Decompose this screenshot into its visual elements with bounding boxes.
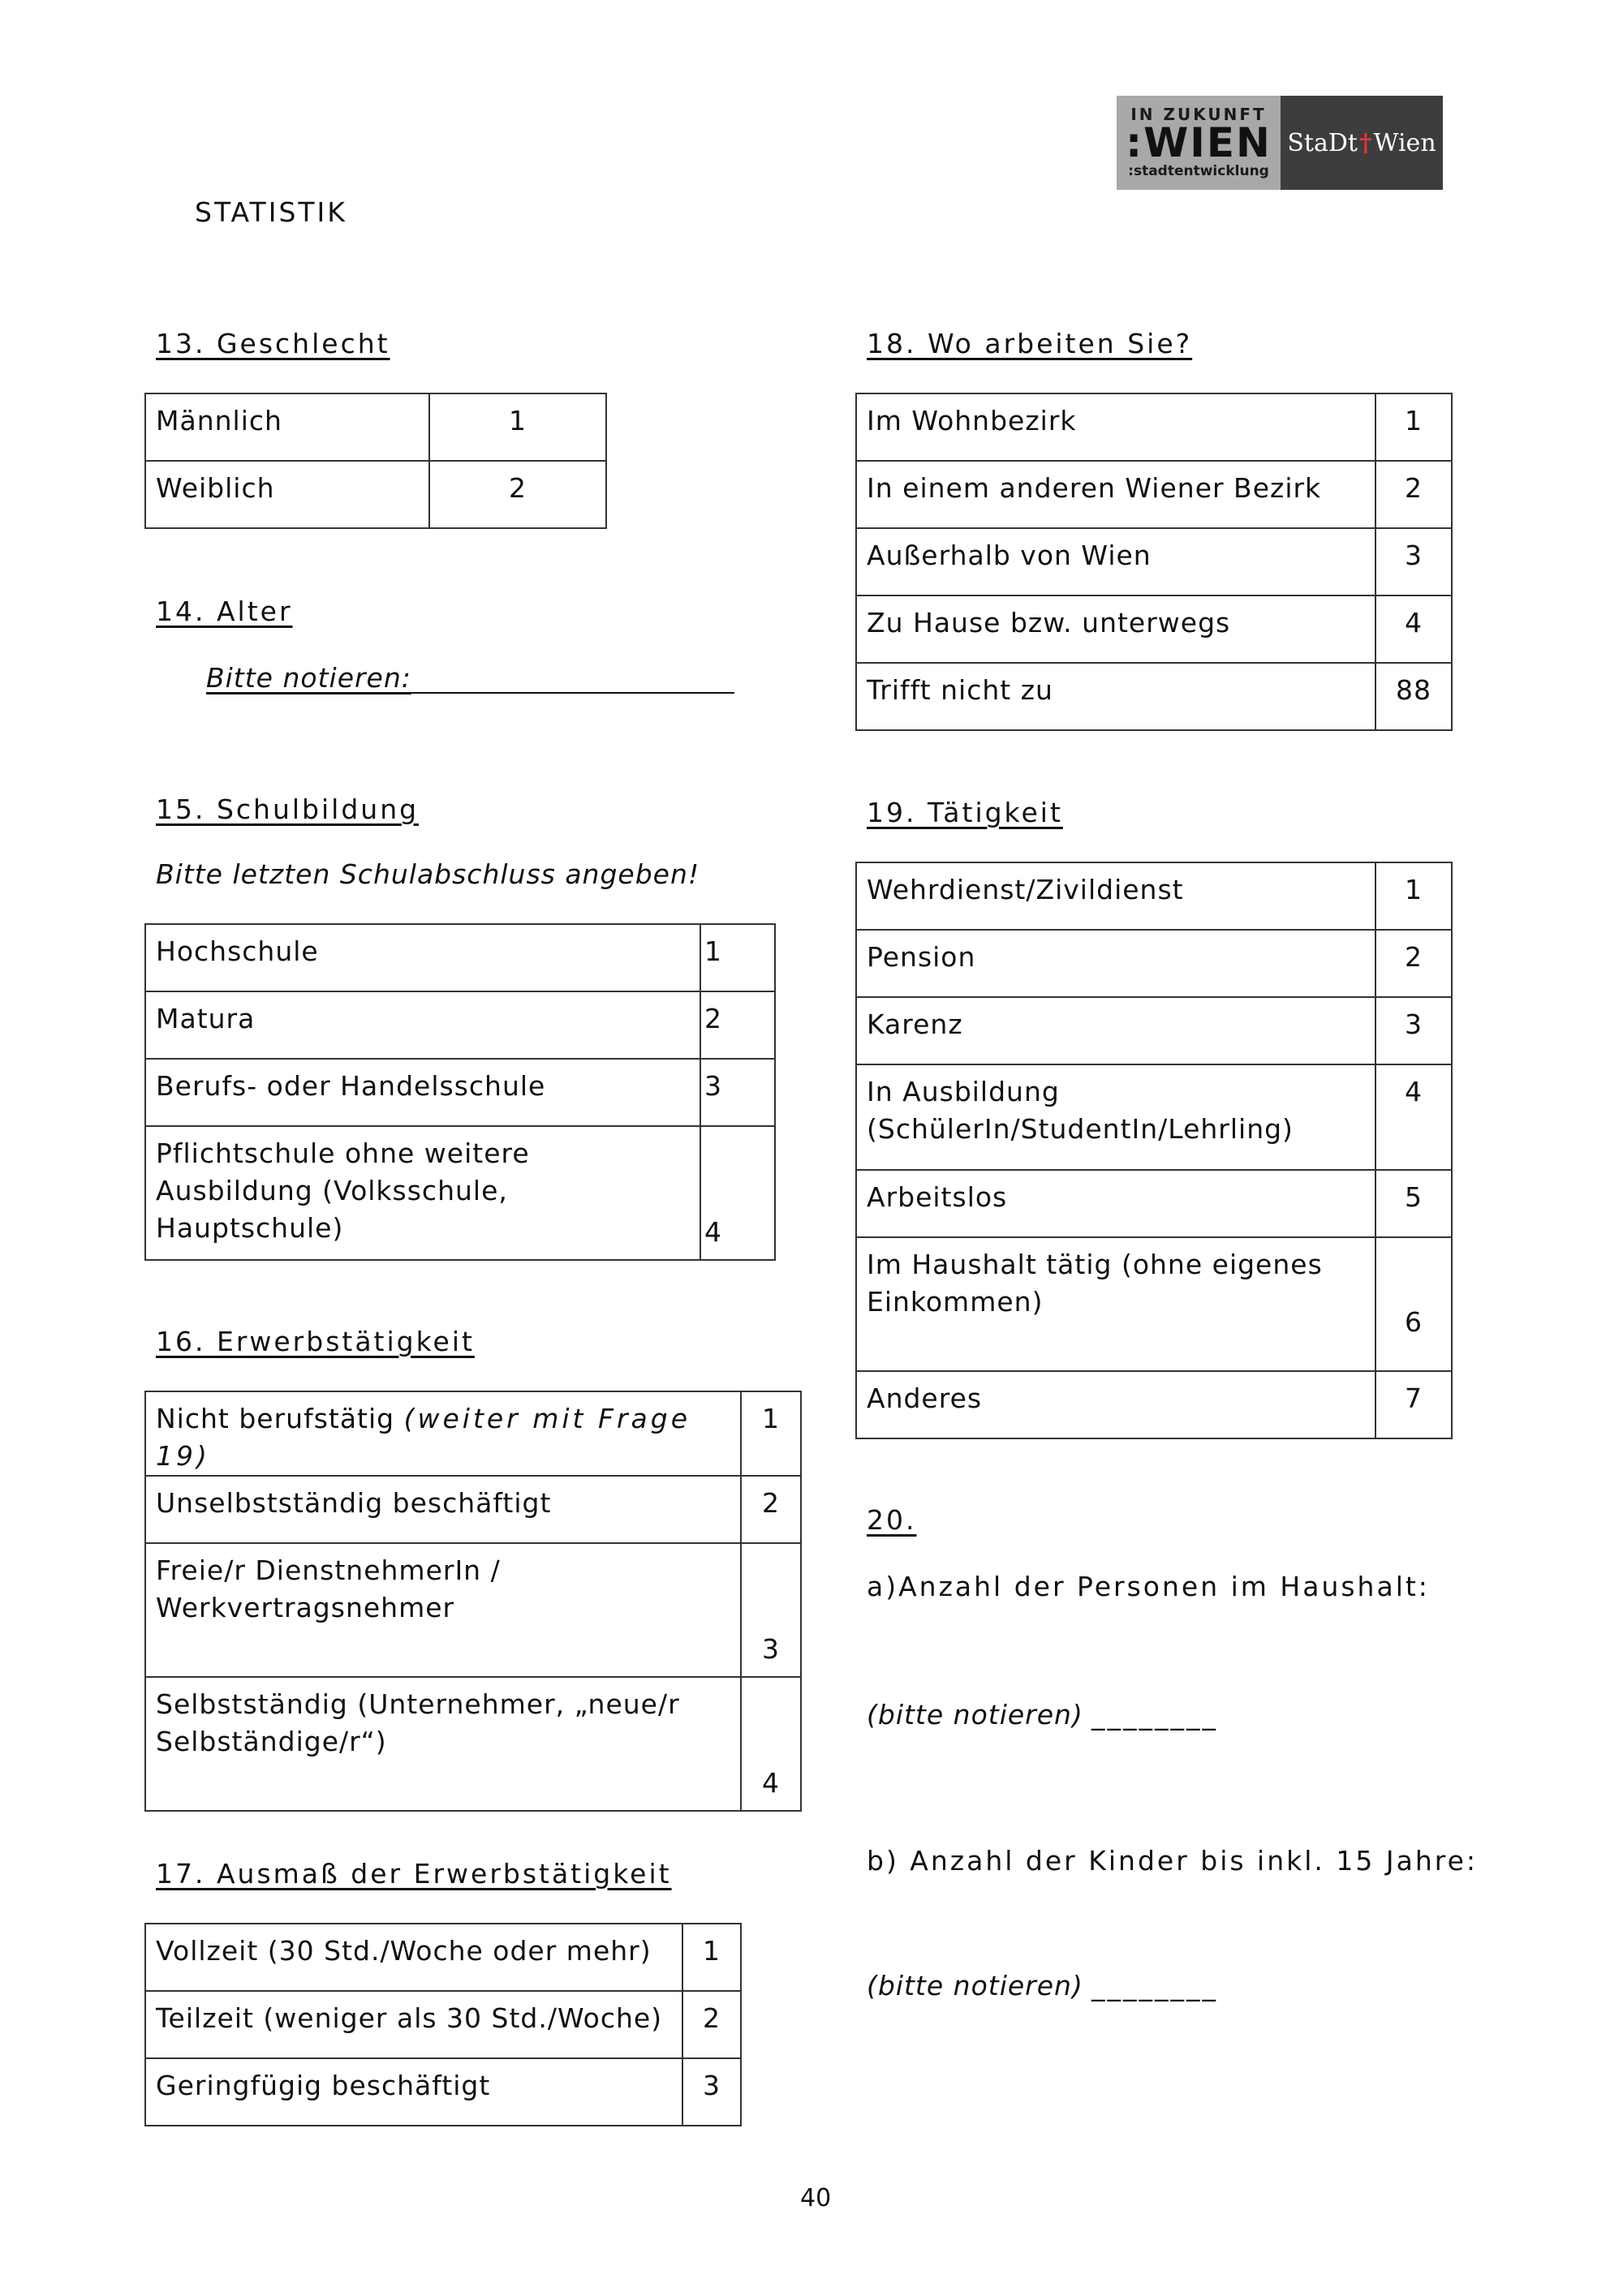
q19-table (855, 862, 1453, 1439)
table-row[interactable]: Selbstständig (Unternehmer, „neue/r Selbständige/r“) 4 (145, 1677, 801, 1811)
table-row[interactable]: Wehrdienst/Zivildienst 1 (856, 862, 1452, 930)
table-row[interactable]: Unselbstständig beschäftigt 2 (145, 1476, 801, 1543)
table-row[interactable]: Außerhalb von Wien 3 (856, 528, 1452, 595)
q18-table (855, 393, 1453, 731)
q15-hint: Bitte letzten Schulabschluss angeben! (156, 858, 700, 890)
q20b-label: b) Anzahl der Kinder bis inkl. 15 Jahre: (867, 1845, 1479, 1877)
skip-note: (weiter mit Frage 19) (156, 1403, 691, 1472)
table-row[interactable]: Im Haushalt tätig (ohne eigenes Einkommen) 6 (856, 1237, 1452, 1371)
q13-heading: 13. Geschlecht (156, 328, 390, 359)
table-row[interactable]: Freie/r DienstnehmerIn / Werkvertragsnehmer 3 (145, 1543, 801, 1677)
q16-table (144, 1391, 802, 1812)
q14-heading: 14. Alter (156, 595, 293, 627)
table-row[interactable]: Hochschule 1 (145, 924, 775, 991)
table-row[interactable]: Pension 2 (856, 930, 1452, 997)
age-blank-line[interactable] (411, 663, 734, 694)
table-row[interactable]: Teilzeit (weniger als 30 Std./Woche) 2 (145, 1991, 741, 2058)
vienna-logo (1117, 96, 1443, 190)
zukunft-wien-logo: IN ZUKUNFT :WIEN :stadtentwicklung (1117, 96, 1281, 190)
document-title: STATISTIK (195, 196, 347, 228)
q17-table (144, 1923, 742, 2126)
table-row[interactable]: Berufs- oder Handelsschule 3 (145, 1059, 775, 1126)
table-row[interactable]: Trifft nicht zu 88 (856, 663, 1452, 730)
table-row[interactable]: Arbeitslos 5 (856, 1170, 1452, 1237)
table-row[interactable]: Männlich 1 (145, 393, 606, 461)
q19-heading: 19. Tätigkeit (867, 797, 1063, 828)
q20b-blank[interactable]: ________ (1091, 1970, 1219, 2001)
table-row[interactable]: Zu Hause bzw. unterwegs 4 (856, 595, 1452, 663)
age-entry[interactable]: Bitte notieren: (206, 662, 734, 694)
table-row[interactable]: Nicht berufstätig (weiter mit Frage 19) 1 (145, 1391, 801, 1476)
page-number: 40 (800, 2184, 832, 2212)
table-row[interactable]: Im Wohnbezirk 1 (856, 393, 1452, 461)
table-row[interactable]: Geringfügig beschäftigt 3 (145, 2058, 741, 2126)
q15-heading: 15. Schulbildung (156, 793, 420, 825)
table-row[interactable]: Weiblich 2 (145, 461, 606, 528)
table-row[interactable]: Vollzeit (30 Std./Woche oder mehr) 1 (145, 1924, 741, 1991)
q16-heading: 16. Erwerbstätigkeit (156, 1326, 475, 1357)
table-row[interactable]: In einem anderen Wiener Bezirk 2 (856, 461, 1452, 528)
q20b-entry[interactable]: (bitte notieren) ________ (867, 1970, 1219, 2001)
table-row[interactable]: In Ausbildung (SchülerIn/StudentIn/Lehrling) 4 (856, 1064, 1452, 1170)
q18-heading: 18. Wo arbeiten Sie? (867, 328, 1193, 359)
q20-heading: 20. (867, 1504, 917, 1536)
table-row[interactable]: Anderes 7 (856, 1371, 1452, 1438)
q20a-label: a)Anzahl der Personen im Haushalt: (867, 1571, 1430, 1602)
q15-table (144, 923, 776, 1261)
q13-table (144, 393, 607, 529)
q20a-blank[interactable]: ________ (1091, 1699, 1219, 1731)
q20a-entry[interactable]: (bitte notieren) ________ (867, 1699, 1219, 1731)
table-row[interactable]: Pflichtschule ohne weitere Ausbildung (Volksschule, Hauptschule) 4 (145, 1126, 775, 1260)
table-row[interactable]: Karenz 3 (856, 997, 1452, 1064)
q17-heading: 17. Ausmaß der Erwerbstätigkeit (156, 1858, 672, 1890)
stadt-wien-logo: StaDt † Wien (1281, 96, 1443, 190)
table-row[interactable]: Matura 2 (145, 991, 775, 1059)
